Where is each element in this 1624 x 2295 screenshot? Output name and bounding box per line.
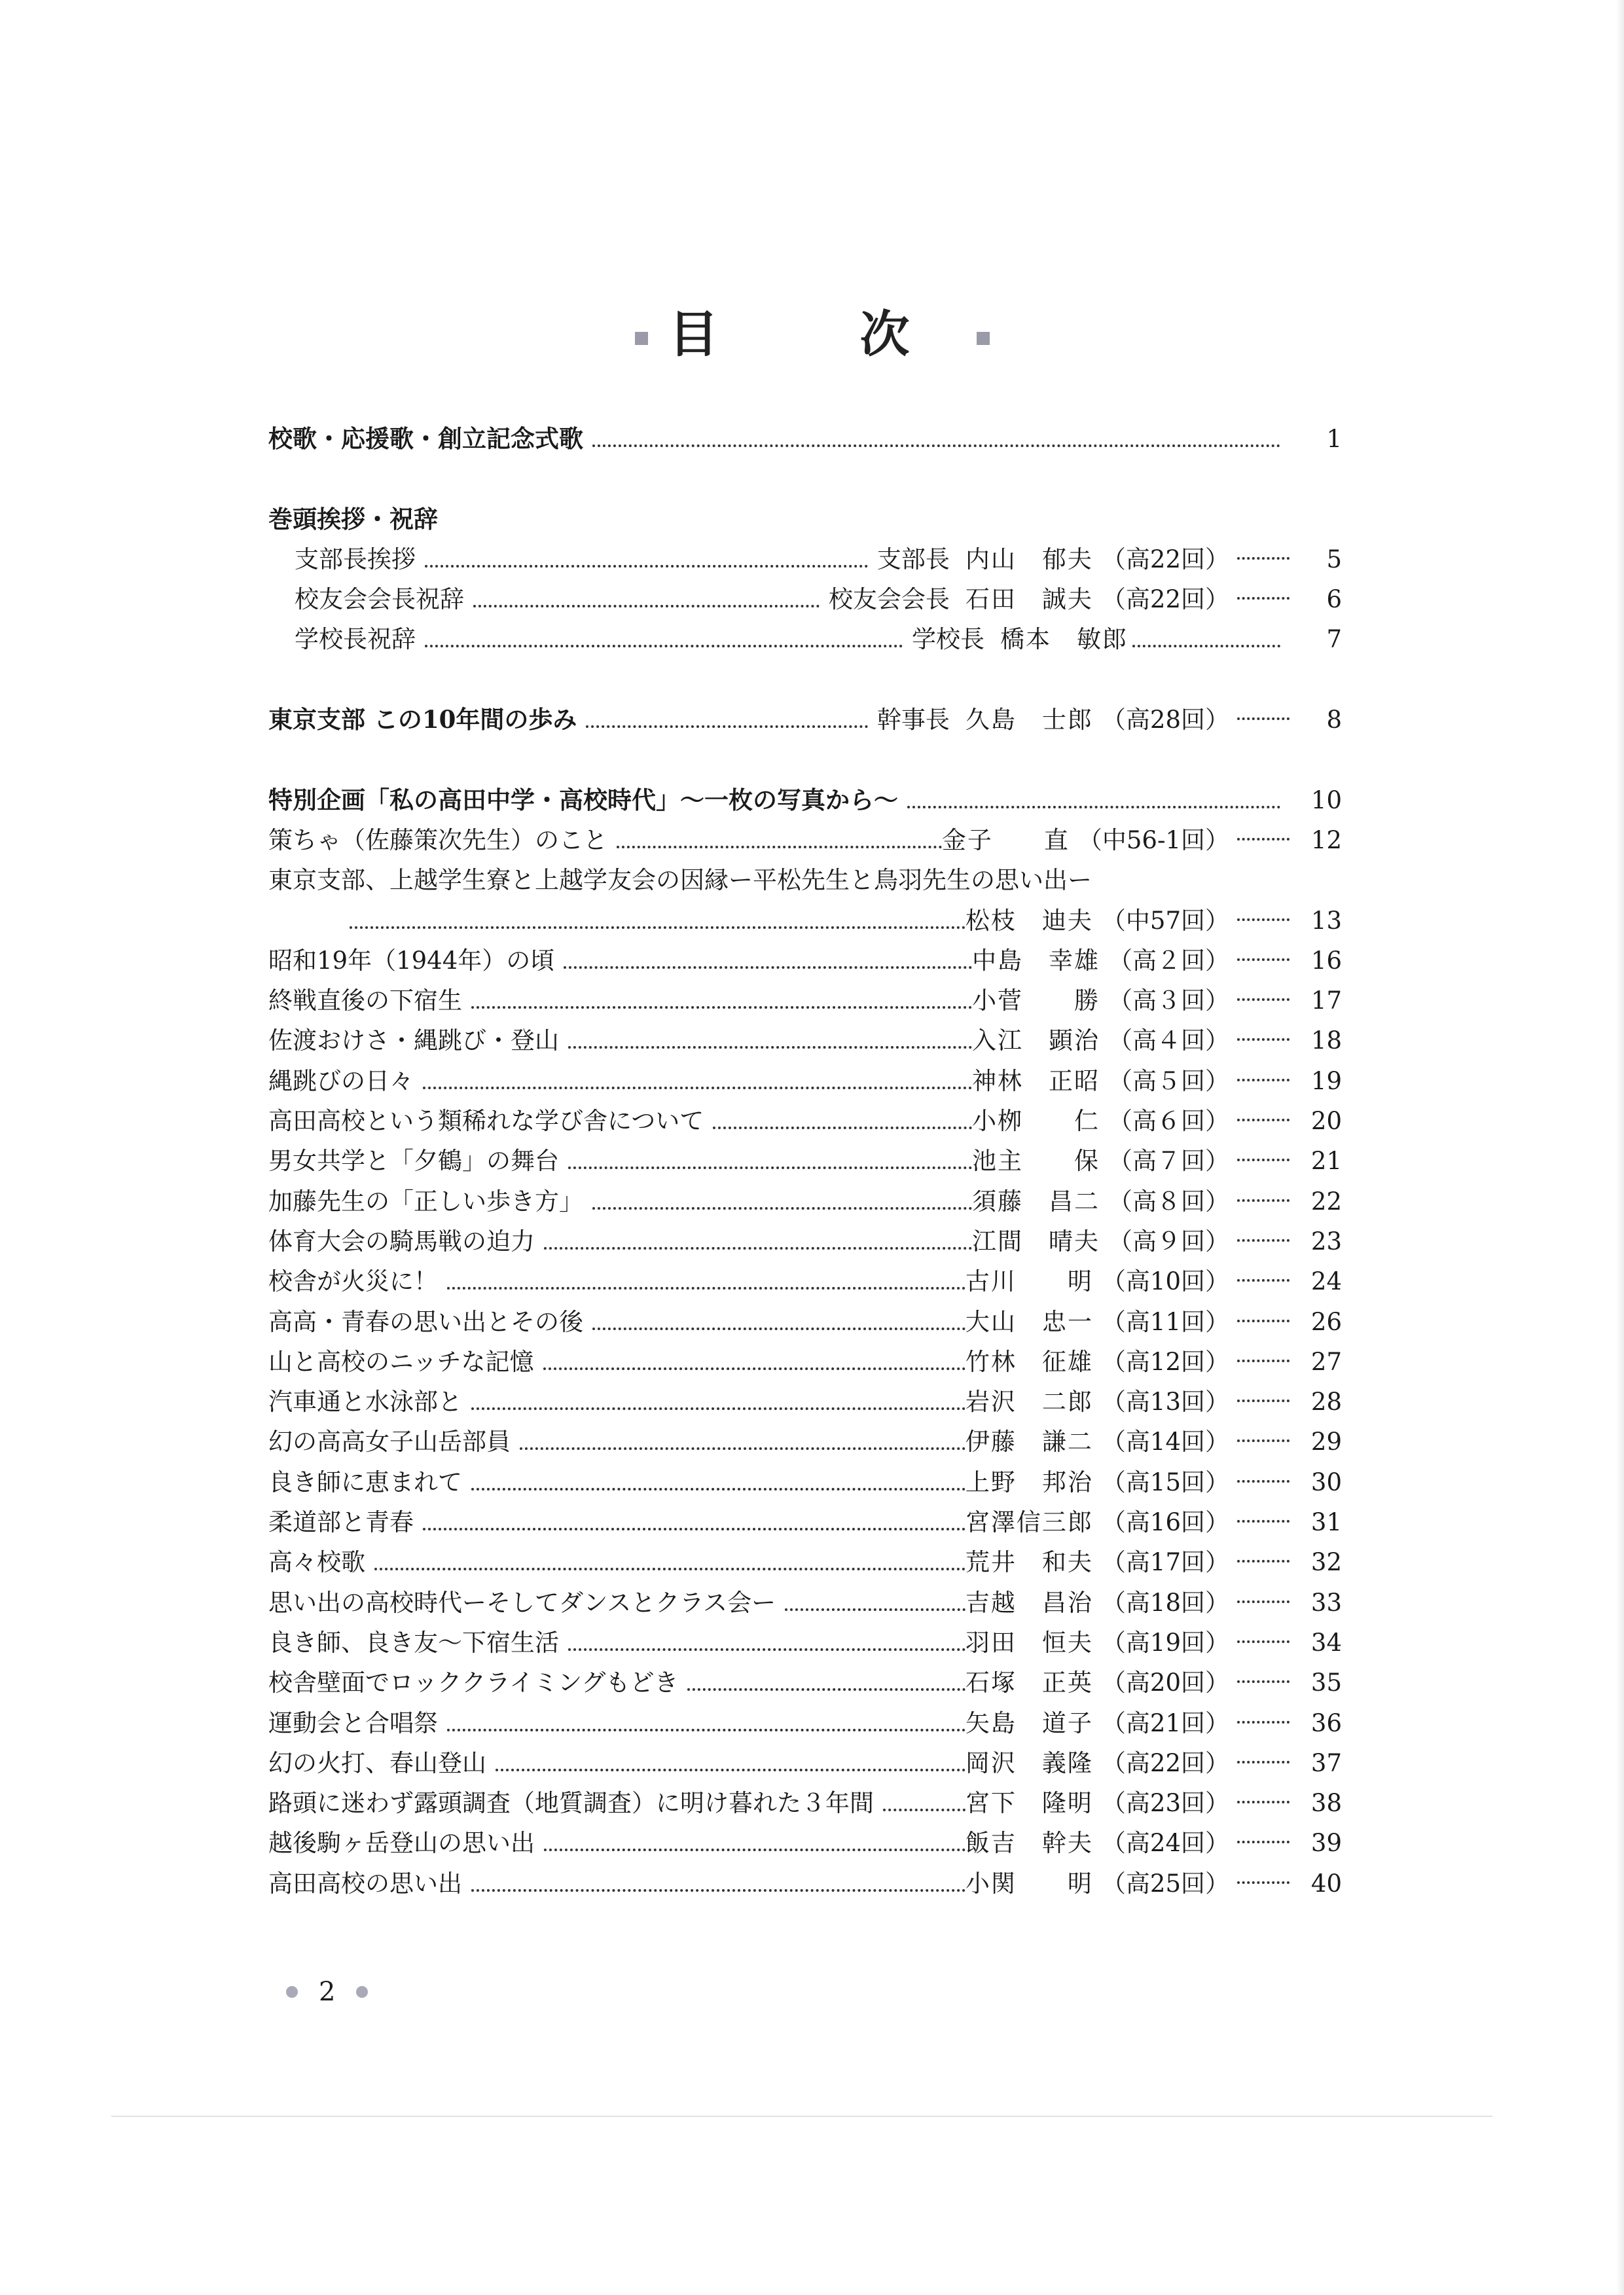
list-item[interactable]: 運動会と合唱祭 矢島 道子 （高21回） 36 [268,1708,1342,1737]
list-item[interactable]: 男女共学と「夕鶴」の舞台 池主 保 （高７回） 21 [268,1147,1342,1176]
toc-entry-special-feature[interactable]: 特別企画「私の高田中学・高校時代」〜一枚の写真から〜 10 [268,785,1342,814]
list-item[interactable]: 柔道部と青春 宮澤信三郎 （高16回） 31 [268,1508,1342,1537]
bottom-divider [111,2116,1492,2117]
list-item-title-line: 東京支部、上越学生寮と上越学友会の因縁ー平松先生と鳥羽先生の思い出ー [268,866,1092,895]
list-item[interactable]: 高々校歌 荒井 和夫 （高17回） 32 [268,1548,1342,1577]
list-item[interactable]: 高田高校という類稀れな学び舎について 小栁 仁 （高６回） 20 [268,1107,1342,1136]
list-item[interactable]: 路頭に迷わず露頭調査（地質調査）に明け暮れた３年間 宮下 隆明 （高23回） 38 [268,1789,1342,1818]
toc-entry-greeting-2[interactable]: 校友会会長祝辞 校友会会長 石田 誠夫 （高22回） 6 [295,585,1342,614]
folio-right-dot-icon [356,1986,368,1998]
table-of-contents [268,419,1342,1904]
list-item[interactable]: 山と高校のニッチな記憶 竹林 征雄 （高12回） 27 [268,1347,1342,1376]
list-item[interactable]: 高高・青春の思い出とその後 大山 忠一 （高11回） 26 [268,1307,1342,1336]
list-item[interactable]: 良き師、良き友〜下宿生活 羽田 恒夫 （高19回） 34 [268,1628,1342,1657]
folio [265,1977,389,2007]
title-left-square-icon [635,332,648,345]
list-item[interactable]: 幻の高高女子山岳部員 伊藤 謙二 （高14回） 29 [268,1428,1342,1456]
folio-left-dot-icon [286,1986,298,1998]
list-item[interactable]: 幻の火打、春山登山 岡沢 義隆 （高22回） 37 [268,1748,1342,1777]
list-item[interactable]: 校舎が火災に！ 古川 明 （高10回） 24 [268,1267,1342,1296]
page-title: 目 次 [0,295,1624,366]
page-number: 2 [319,1977,336,2007]
section-heading-greetings: 巻頭挨拶・祝辞 [268,504,438,533]
list-item[interactable]: 汽車通と水泳部と 岩沢 二郎 （高13回） 28 [268,1388,1342,1417]
list-item[interactable]: 縄跳びの日々 神林 正昭 （高５回） 19 [268,1066,1342,1095]
list-item[interactable]: 良き師に恵まれて 上野 邦治 （高15回） 30 [268,1468,1342,1496]
list-item[interactable]: 思い出の高校時代ーそしてダンスとクラス会ー 吉越 昌治 （高18回） 33 [268,1588,1342,1617]
list-item[interactable]: 体育大会の騎馬戦の迫力 江間 晴夫 （高９回） 23 [268,1227,1342,1256]
list-item[interactable]: 越後駒ヶ岳登山の思い出 飯吉 幹夫 （高24回） 39 [268,1829,1342,1858]
toc-entry-greeting-1[interactable]: 支部長挨拶 支部長 内山 郁夫 （高22回） 5 [295,545,1342,573]
title-right-square-icon [977,332,990,345]
list-item[interactable]: 策ちゃ（佐藤策次先生）のこと 金子 直 （中56-1回） 12 [268,825,1342,854]
toc-entry-songs[interactable]: 校歌・応援歌・創立記念式歌 1 [268,424,1342,453]
special-feature-list [268,820,1342,1904]
toc-entry-history[interactable]: 東京支部 この10年間の歩み 幹事長 久島 士郎 （高28回） 8 [268,705,1342,734]
list-item[interactable]: 佐渡おけさ・縄跳び・登山 入江 顕治 （高４回） 18 [268,1026,1342,1055]
list-item[interactable]: 松枝 迪夫 （中57回） 13 [268,901,1342,941]
list-item[interactable]: 昭和19年（1944年）の頃 中島 幸雄 （高２回） 16 [268,946,1342,975]
list-item[interactable]: 校舎壁面でロッククライミングもどき 石塚 正英 （高20回） 35 [268,1669,1342,1697]
list-item[interactable]: 加藤先生の「正しい歩き方」 須藤 昌二 （高８回） 22 [268,1187,1342,1216]
toc-entry-greeting-3[interactable]: 学校長祝辞 学校長 橋本 敏郎 7 [295,625,1342,654]
list-item[interactable]: 終戦直後の下宿生 小菅 勝 （高３回） 17 [268,986,1342,1015]
list-item[interactable]: 高田高校の思い出 小関 明 （高25回） 40 [268,1869,1342,1898]
